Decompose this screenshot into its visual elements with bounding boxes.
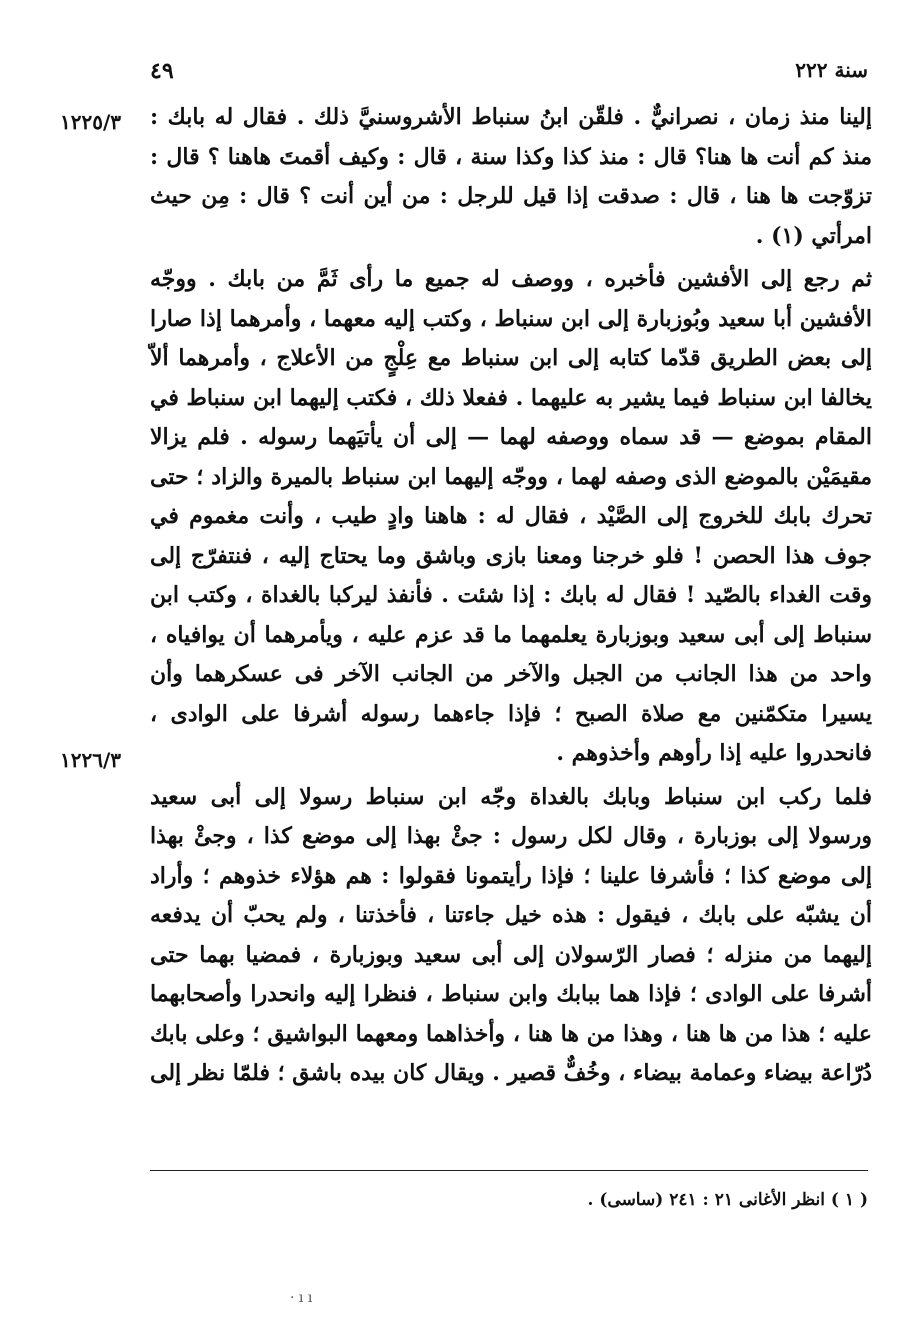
footnote: ( ١ ) انظر الأغانى ٢١ : ٢٤١ (ساسى) . — [587, 1190, 868, 1210]
body-text — [150, 98, 872, 1094]
paragraph: إلينا منذ زمان ، نصرانيٌّ . فلقّن ابنُ سنباط الأشروسنيَّ ذلك . فقال له بابك : منذ كم أنت ها هنا؟ قال : منذ كذا وكذا سنة ، قال : وكيف أقمتَ هاهنا ؟ قال : تزوّجت ها هنا ، قال : صدقت إذا قيل للرجل : من أين أنت ؟ قال : مِن حيث امرأتي (١) . — [150, 104, 872, 249]
paragraph: ثم رجع إلى الأفشين فأخبره ، ووصف له جميع ما رأى ثَمَّ من بابك . ووجّه الأفشين أبا سعيد وبُوزبارة إلى ابن سنباط ، وكتب إليه معهما ، وأمرهما إذا صارا إلى بعض الطريق قدّما كتابه إلى ابن سنباط مع عِلْجٍ من الأعلاج ، وأمرهما ألاّ يخالفا ابن سنباط فيما يشير به عليهما . ففعلا ذلك ، فكتب إليهما ابن سنباط في المقام بموضع — قد سماه ووصفه لهما — إلى أن يأتيَهما رسوله . فلم يزالا مقيمَيْن بالموضع الذى وصفه لهما ، ووجّه إليهما ابن سنباط بالميرة والزاد ؛ حتى تحرك بابك للخروج إلى الصَّيْد ، فقال له : هاهنا وادٍ طيب ، وأنت مغموم في جوف هذا الحصن ! فلو خرجنا ومعنا بازى وباشق وما يحتاج إليه ، فنتفرّج إلى وقت الغداء بالصّيد ! فقال له بابك : إذا شئت . فأنفذ ليركبا بالغداة ، وكتب ابن سنباط إلى أبى سعيد وبوزبارة يعلمهما ما قد عزم عليه ، ويأمرهما أن يوافياه ، واحد من هذا الجانب من الجبل والآخر من الجانب الآخر فى عسكرهما وأن يسيرا متكمّنين مع صلاة الصبح ؛ فإذا جاءهما رسوله أشرفا على الوادى ، فانحدروا عليه إذا رأوهم وأخذوهم . — [150, 266, 872, 766]
page-number: ٤٩ — [150, 58, 174, 84]
scan-marks: · ı ı — [290, 1290, 313, 1306]
running-header — [150, 58, 868, 90]
paragraph: فلما ركب ابن سنباط وبابك بالغداة وجّه ابن سنباط رسولا إلى أبى سعيد ورسولا إلى بوزبارة ، وقال لكل رسول : جئْ بهذا إلى موضع كذا ، وجئْ بهذا إلى موضع كذا ؛ فأشرفا علينا ؛ فإذا رأيتمونا فقولوا : هم هؤلاء خذوهم ؛ وأراد أن يشبّه على بابك ، فيقول : هذه خيل جاءتنا ، فأخذتنا ، ولم يحبّ أن يدفعه إليهما من منزله ؛ فصار الرّسولان إلى أبى سعيد وبوزبارة ، فمضيا بهما حتى أشرفا على الوادى ؛ فإذا هما ببابك وابن سنباط ، فنظرا إليه وانحدرا وأصحابهما عليه ؛ هذا من ها هنا ، وهذا من ها هنا ، وأخذاهما ومعهما البواشيق ؛ وعلى بابك دُرّاعة بيضاء وعمامة بيضاء ، وخُفٌّ قصير . ويقال كان بيده باشق ؛ فلمّا نظر إلى — [149, 783, 872, 1086]
margin-reference: ١٢٢٦/٣ — [60, 748, 122, 772]
year-label: سنة ٢٢٢ — [795, 58, 868, 82]
footnote-divider — [150, 1170, 868, 1171]
margin-reference: ١٢٢٥/٣ — [60, 110, 122, 134]
